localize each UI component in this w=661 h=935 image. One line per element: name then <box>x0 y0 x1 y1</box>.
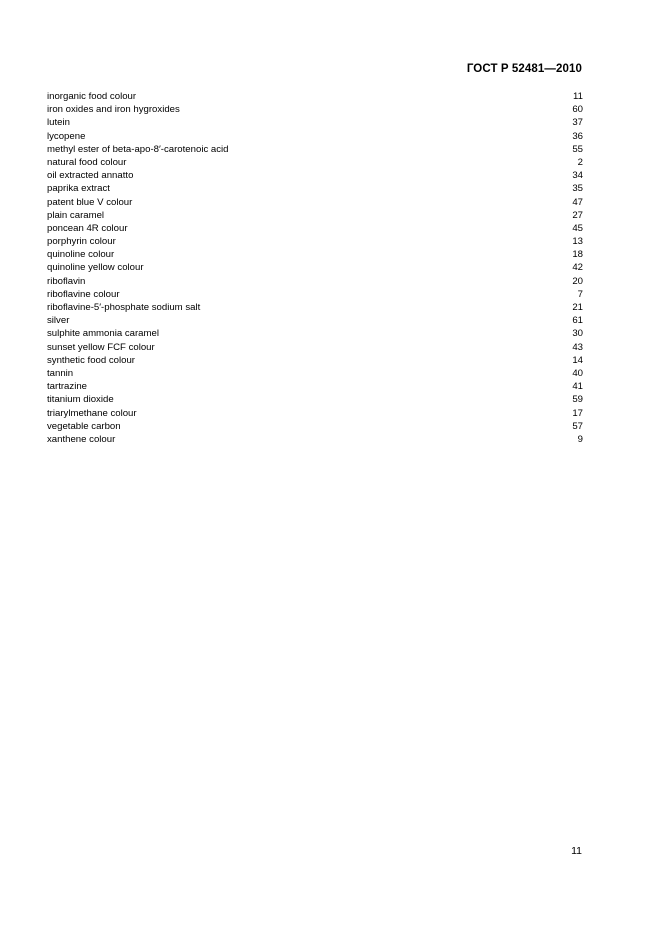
index-page-ref: 36 <box>572 130 583 142</box>
index-entry <box>47 380 583 393</box>
index-page-ref: 43 <box>572 341 583 353</box>
index-term: porphyrin colour <box>47 236 116 248</box>
index-page-ref: 45 <box>572 222 583 234</box>
index-entry <box>47 209 583 222</box>
index-entry <box>47 196 583 209</box>
index-page-ref: 60 <box>572 104 583 116</box>
index-term: riboflavine colour <box>47 288 120 300</box>
index-page-ref: 42 <box>572 262 583 274</box>
index-page-ref: 55 <box>572 143 583 155</box>
index-term: inorganic food colour <box>47 91 137 102</box>
index-entry <box>47 301 583 314</box>
index-entry <box>47 420 583 433</box>
index-term: paprika extract <box>47 183 110 195</box>
index-term: triarylmethane colour <box>47 407 137 419</box>
index-entry <box>47 182 583 195</box>
index-page-ref: 40 <box>572 367 583 379</box>
index-term: natural food colour <box>47 156 127 168</box>
index-entry <box>47 130 583 143</box>
index-page-ref: 34 <box>572 170 583 182</box>
index-entry <box>47 90 583 103</box>
index-entry <box>47 116 583 129</box>
index-term: quinoline colour <box>47 249 115 261</box>
index-entry <box>47 367 583 380</box>
index-term: iron oxides and iron hygroxides <box>47 104 180 116</box>
index-page-ref: 11 <box>573 91 583 102</box>
index-entry <box>47 261 583 274</box>
index-page-ref: 18 <box>572 249 583 261</box>
index-term: vegetable carbon <box>47 420 121 432</box>
index-page-ref: 2 <box>577 156 583 168</box>
index-term: tannin <box>47 367 74 379</box>
index-term: riboflavin <box>47 275 86 287</box>
document-code: ГОСТ Р 52481—2010 <box>466 63 582 75</box>
index-page-ref: 13 <box>572 236 583 248</box>
index-entry <box>47 433 583 446</box>
index-page-ref: 59 <box>572 394 583 406</box>
index-term: plain caramel <box>47 209 105 221</box>
index-page-ref: 57 <box>572 420 583 432</box>
alphabetical-index <box>47 90 583 446</box>
index-entry <box>47 169 583 182</box>
index-term: xanthene colour <box>47 433 116 445</box>
index-entry <box>47 393 583 406</box>
index-term: methyl ester of beta-apo-8′-carotenoic acid <box>47 143 229 155</box>
index-term: lycopene <box>47 130 86 142</box>
index-page-ref: 21 <box>572 302 583 313</box>
index-page-ref: 7 <box>577 288 583 300</box>
index-entry <box>47 103 583 116</box>
index-entry <box>47 341 583 354</box>
index-term: poncean 4R colour <box>47 222 128 234</box>
index-page-ref: 35 <box>572 183 583 195</box>
index-entry <box>47 156 583 169</box>
index-page-ref: 27 <box>572 209 583 221</box>
index-term: oil extracted annatto <box>47 170 134 182</box>
index-page-ref: 47 <box>572 196 583 208</box>
index-entry <box>47 275 583 288</box>
index-page-ref: 14 <box>572 354 583 366</box>
index-term: tartrazine <box>47 381 87 393</box>
index-term: sulphite ammonia caramel <box>47 328 159 340</box>
index-page-ref: 20 <box>572 275 583 287</box>
index-entry <box>47 235 583 248</box>
index-term: synthetic food colour <box>47 354 135 366</box>
index-term: patent blue V colour <box>47 196 133 208</box>
index-term: silver <box>47 315 70 327</box>
index-page-ref: 9 <box>577 433 583 445</box>
index-entry <box>47 288 583 301</box>
index-term: quinoline yellow colour <box>47 262 144 274</box>
index-page-ref: 61 <box>572 315 583 327</box>
page-number: 11 <box>571 845 582 857</box>
index-page-ref: 30 <box>572 328 583 340</box>
index-term: lutein <box>47 117 70 129</box>
index-entry <box>47 327 583 340</box>
index-entry <box>47 248 583 261</box>
index-entry <box>47 143 583 156</box>
index-entry <box>47 314 583 327</box>
index-page-ref: 17 <box>572 407 583 419</box>
index-term: riboflavine-5′-phosphate sodium salt <box>47 302 201 313</box>
index-entry <box>47 407 583 420</box>
index-term: titanium dioxide <box>47 394 114 406</box>
index-page-ref: 41 <box>572 381 583 393</box>
index-page-ref: 37 <box>572 117 583 129</box>
index-term: sunset yellow FCF colour <box>47 341 155 353</box>
index-entry <box>47 222 583 235</box>
index-entry <box>47 354 583 367</box>
